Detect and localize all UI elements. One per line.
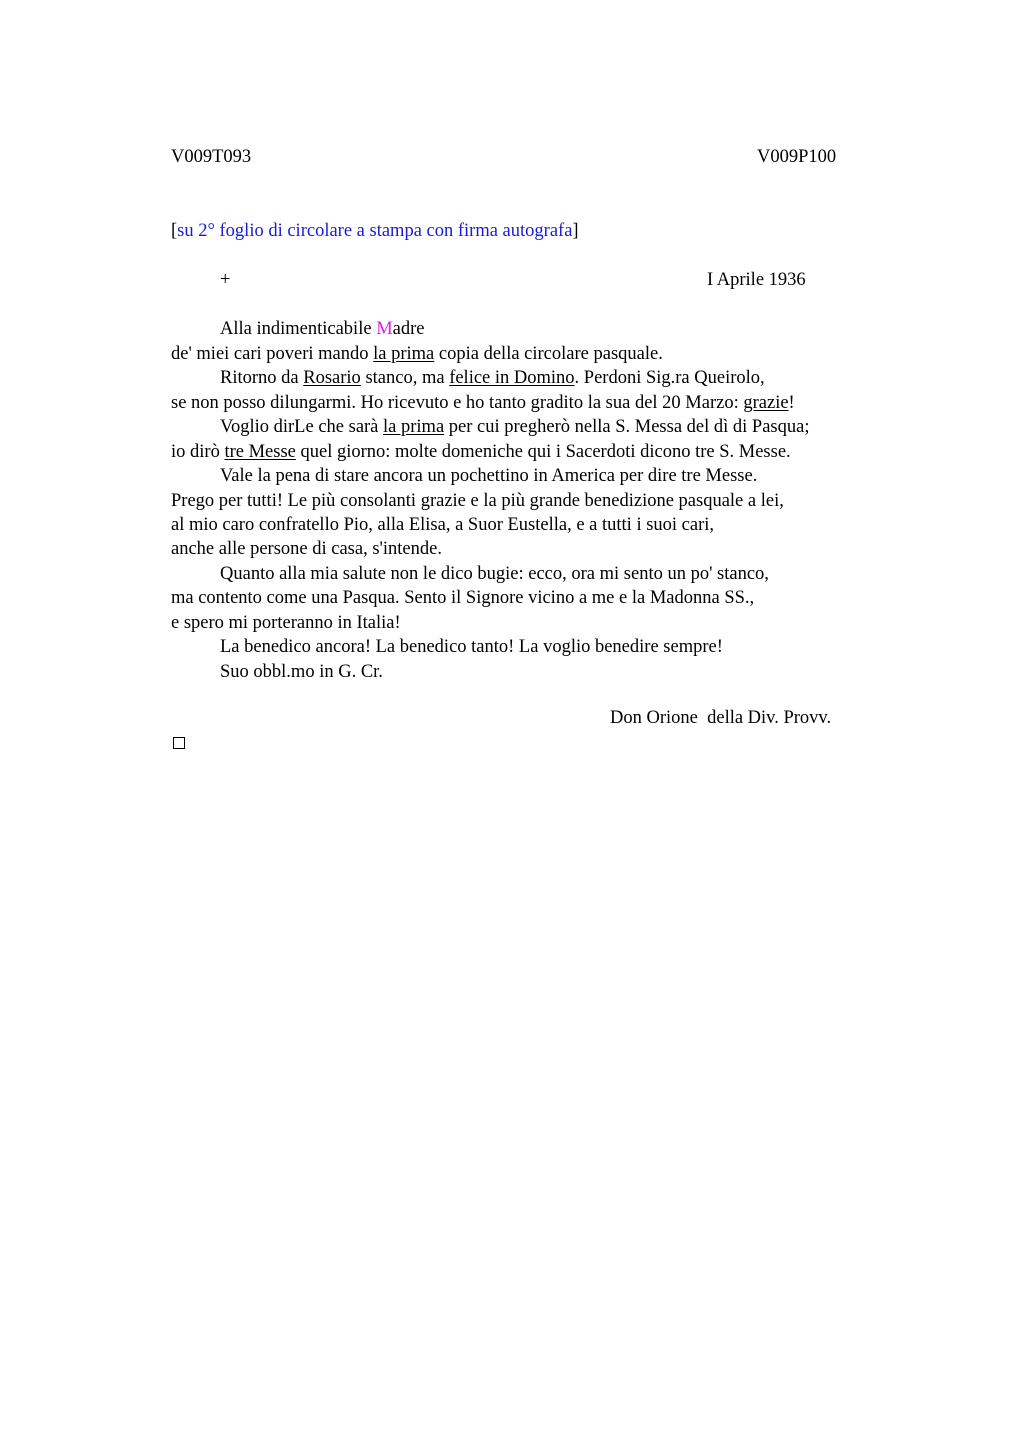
note-close-bracket: ] xyxy=(572,221,579,241)
letter-line-11: Quanto alla mia salute non le dico bugie: ecco, ora mi sento un po' stanco, xyxy=(220,564,769,584)
text-segment: adre xyxy=(392,319,425,339)
letter-line-2 xyxy=(171,342,663,366)
letter-line-8: Prego per tutti! Le più consolanti grazie e la più grande benedizione pasquale a lei, xyxy=(171,491,784,511)
underlined-text: la prima xyxy=(373,344,435,364)
text-segment: de' miei cari poveri mando xyxy=(171,344,374,364)
text-segment: Ritorno da xyxy=(220,368,304,388)
text-segment: Alla indimenticabile xyxy=(220,319,377,339)
highlighted-letter: M xyxy=(376,319,393,339)
letter-signature: Don Orione della Div. Provv. xyxy=(610,708,832,728)
letter-line-6 xyxy=(171,440,791,464)
letter-line-7: Vale la pena di stare ancora un pochettino in America per dire tre Messe. xyxy=(220,466,758,486)
text-segment: per cui pregherò nella S. Messa del dì di Pasqua; xyxy=(444,417,810,437)
text-segment: quel giorno: molte domeniche qui i Sacerdoti dicono tre S. Messe. xyxy=(295,442,791,462)
underlined-text: la prima xyxy=(383,417,445,437)
letter-line-5 xyxy=(220,415,809,439)
document-code-left: V009T093 xyxy=(171,147,252,167)
letter-line-14: La benedico ancora! La benedico tanto! La voglio benedire sempre! xyxy=(220,637,723,657)
document-code-right: V009P100 xyxy=(757,147,837,167)
note-text: su 2° foglio di circolare a stampa con firma autografa xyxy=(177,221,573,241)
cross-symbol: + xyxy=(220,270,231,290)
letter-line-3 xyxy=(220,366,765,390)
letter-line-1 xyxy=(220,317,424,341)
text-segment: ! xyxy=(788,393,795,413)
note-open-bracket: [ xyxy=(171,221,178,241)
letter-line-15: Suo obbl.mo in G. Cr. xyxy=(220,662,383,682)
letter-line-4 xyxy=(171,391,795,415)
letter-line-12: ma contento come una Pasqua. Sento il Signore vicino a me e la Madonna SS., xyxy=(171,588,755,608)
text-segment: . Perdoni Sig.ra Queirolo, xyxy=(574,368,765,388)
underlined-text: Rosario xyxy=(303,368,361,388)
underlined-text: tre Messe xyxy=(224,442,296,462)
letter-line-13: e spero mi porteranno in Italia! xyxy=(171,613,401,633)
underlined-text: felice in Domino xyxy=(449,368,575,388)
text-segment: Voglio dirLe che sarà xyxy=(220,417,384,437)
editorial-note xyxy=(171,221,579,242)
text-segment: copia della circolare pasquale. xyxy=(434,344,663,364)
letter-line-9: al mio caro confratello Pio, alla Elisa, a Suor Eustella, e a tutti i suoi cari, xyxy=(171,515,715,535)
letter-line-10: anche alle persone di casa, s'intende. xyxy=(171,539,442,559)
letter-date: I Aprile 1936 xyxy=(707,270,806,290)
text-segment: io dirò xyxy=(171,442,225,462)
underlined-text: grazie xyxy=(743,393,789,413)
text-segment: stanco, ma xyxy=(360,368,450,388)
empty-square-icon xyxy=(173,737,185,749)
text-segment: se non posso dilungarmi. Ho ricevuto e ho tanto gradito la sua del 20 Marzo: xyxy=(171,393,744,413)
